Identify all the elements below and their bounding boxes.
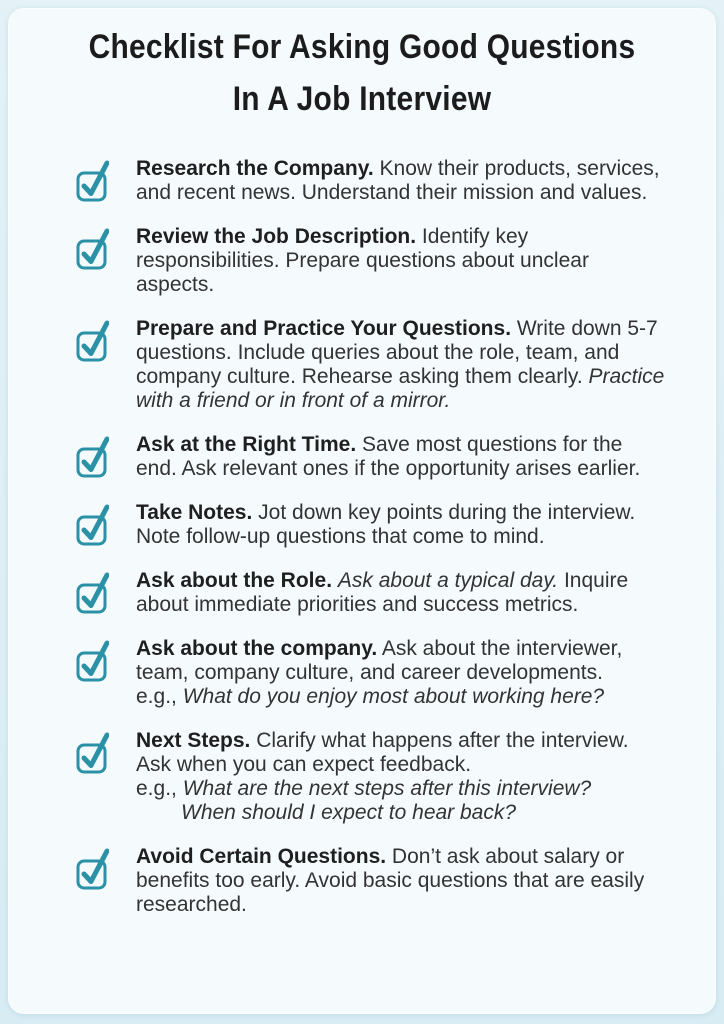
checklist	[9, 125, 715, 917]
text-segment-regular: Know their products, services,	[373, 157, 660, 180]
checked-checkbox-icon	[75, 569, 109, 615]
checklist-item	[75, 157, 675, 205]
checklist-item-text	[136, 225, 589, 297]
page-title-line1: Checklist For Asking Good Questions	[88, 28, 636, 66]
text-segment-bold: Prepare and Practice Your Questions.	[136, 317, 512, 340]
checklist-item	[75, 569, 675, 617]
text-segment-regular: responsibilities. Prepare questions about unclear	[136, 249, 589, 272]
text-segment-regular: questions. Include queries about the role, team, and	[136, 341, 620, 364]
text-segment-regular: Ask about the interviewer,	[377, 637, 623, 660]
checked-checkbox-icon	[75, 157, 109, 203]
text-segment-regular: Note follow-up questions that come to mind.	[136, 525, 545, 548]
text-segment-bold: Take Notes.	[136, 501, 253, 524]
text-segment-regular: Clarify what happens after the interview.	[250, 729, 629, 752]
checklist-item	[75, 225, 675, 297]
text-segment-regular: e.g.,	[136, 685, 183, 708]
text-segment-italic: with a friend or in front of a mirror.	[136, 389, 451, 412]
checked-checkbox-icon	[75, 433, 109, 479]
text-segment-bold: Ask at the Right Time.	[136, 433, 357, 456]
text-segment-italic: Ask about a typical day.	[337, 569, 559, 592]
checklist-item-text	[136, 729, 629, 825]
checked-checkbox-icon	[75, 225, 109, 271]
checklist-item-text	[136, 501, 635, 549]
text-segment-regular: Inquire	[558, 569, 629, 592]
checklist-item-text	[136, 845, 644, 917]
checklist-item-text	[136, 157, 660, 205]
checklist-item-text	[136, 433, 640, 481]
checked-checkbox-icon	[75, 501, 109, 547]
text-segment-italic: What do you enjoy most about working here?	[182, 685, 605, 708]
checklist-item	[75, 845, 675, 917]
text-segment-regular: researched.	[136, 893, 247, 916]
text-segment-bold: Review the Job Description.	[136, 225, 417, 248]
page-title-line2: In A Job Interview	[232, 80, 492, 118]
text-segment-italic: When should I expect to hear back?	[181, 801, 517, 824]
indented-line	[136, 801, 516, 825]
text-segment-bold: Research the Company.	[136, 157, 374, 180]
text-segment-regular: about immediate priorities and success metrics.	[136, 593, 579, 616]
text-segment-regular: and recent news. Understand their mission and values.	[136, 181, 648, 204]
text-segment-bold: Ask about the company.	[136, 637, 378, 660]
text-segment-regular: e.g.,	[136, 777, 183, 800]
text-segment-regular: Jot down key points during the interview.	[252, 501, 636, 524]
text-segment-regular: end. Ask relevant ones if the opportunity arises earlier.	[136, 457, 641, 480]
checklist-item-text	[136, 317, 664, 413]
text-segment-bold: Ask about the Role.	[136, 569, 333, 592]
text-segment-regular: Save most questions for the	[356, 433, 623, 456]
checked-checkbox-icon	[75, 317, 109, 363]
checklist-item	[75, 729, 675, 825]
checked-checkbox-icon	[75, 729, 109, 775]
text-segment-bold: Avoid Certain Questions.	[136, 845, 387, 868]
checklist-item	[75, 501, 675, 549]
checked-checkbox-icon	[75, 637, 109, 683]
text-segment-regular: Write down 5-7	[511, 317, 658, 340]
checked-checkbox-icon	[75, 845, 109, 891]
text-segment-regular: aspects.	[136, 273, 215, 296]
text-segment-regular: company culture. Rehearse asking them clearly.	[136, 365, 589, 388]
checklist-item-text	[136, 569, 628, 617]
text-segment-regular: team, company culture, and career developments.	[136, 661, 603, 684]
text-segment-italic: What are the next steps after this interview?	[182, 777, 592, 800]
text-segment-italic: Practice	[588, 365, 665, 388]
text-segment-regular: Ask when you can expect feedback.	[136, 753, 472, 776]
checklist-item	[75, 433, 675, 481]
text-segment-regular: Don’t ask about salary or	[386, 845, 625, 868]
checklist-card	[8, 8, 716, 1014]
checklist-item	[75, 317, 675, 413]
checklist-item-text	[136, 637, 622, 709]
text-segment-regular: benefits too early. Avoid basic questions that are easily	[136, 869, 645, 892]
checklist-item	[75, 637, 675, 709]
page-title	[51, 21, 672, 125]
text-segment-bold: Next Steps.	[136, 729, 251, 752]
text-segment-regular: Identify key	[416, 225, 529, 248]
